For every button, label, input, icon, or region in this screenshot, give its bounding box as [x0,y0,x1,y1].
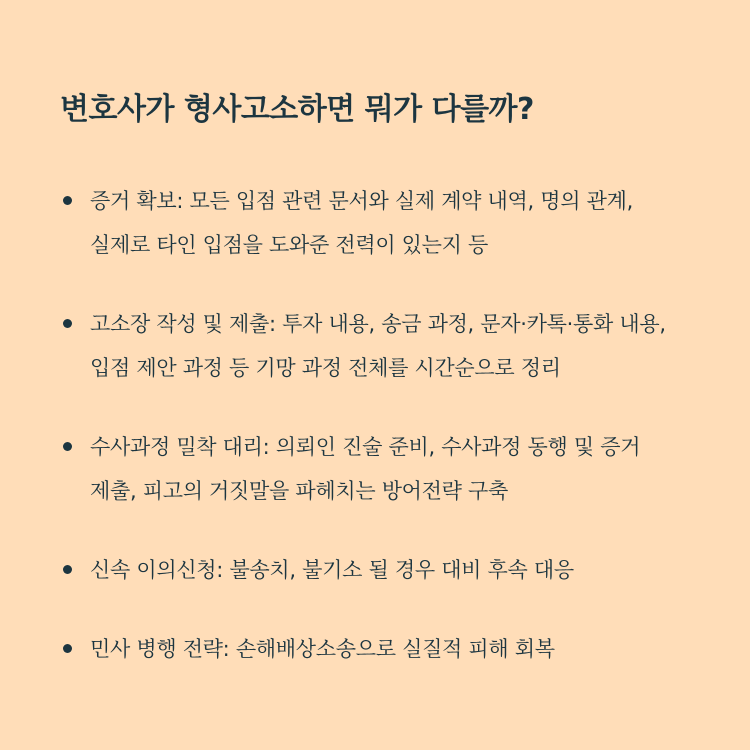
bullet-icon [63,644,72,653]
bullet-icon [63,196,72,205]
page-title: 변호사가 형사고소하면 뭐가 다를까? [60,92,534,127]
list-item [60,302,692,390]
bullet-list [60,179,692,671]
list-item [60,425,692,513]
list-item-text: 증거 확보: 모든 입점 관련 문서와 실제 계약 내역, 명의 관계, 실제로 타인 입점을 도와준 전력이 있는지 등 [90,189,633,257]
list-item [60,548,692,592]
list-item-text: 수사과정 밀착 대리: 의뢰인 진술 준비, 수사과정 동행 및 증거 제출, 피고의 거짓말을 파헤치는 방어전략 구축 [90,435,641,503]
list-item-text: 고소장 작성 및 제출: 투자 내용, 송금 과정, 문자·카톡·통화 내용, 입점 제안 과정 등 기망 과정 전체를 시간순으로 정리 [90,312,666,380]
list-item-text: 민사 병행 전략: 손해배상소송으로 실질적 피해 회복 [90,637,555,661]
list-item-text: 신속 이의신청: 불송치, 불기소 될 경우 대비 후속 대응 [90,558,574,582]
bullet-icon [63,319,72,328]
bullet-icon [63,442,72,451]
bullet-icon [63,565,72,574]
list-item [60,179,692,267]
list-item [60,627,692,671]
